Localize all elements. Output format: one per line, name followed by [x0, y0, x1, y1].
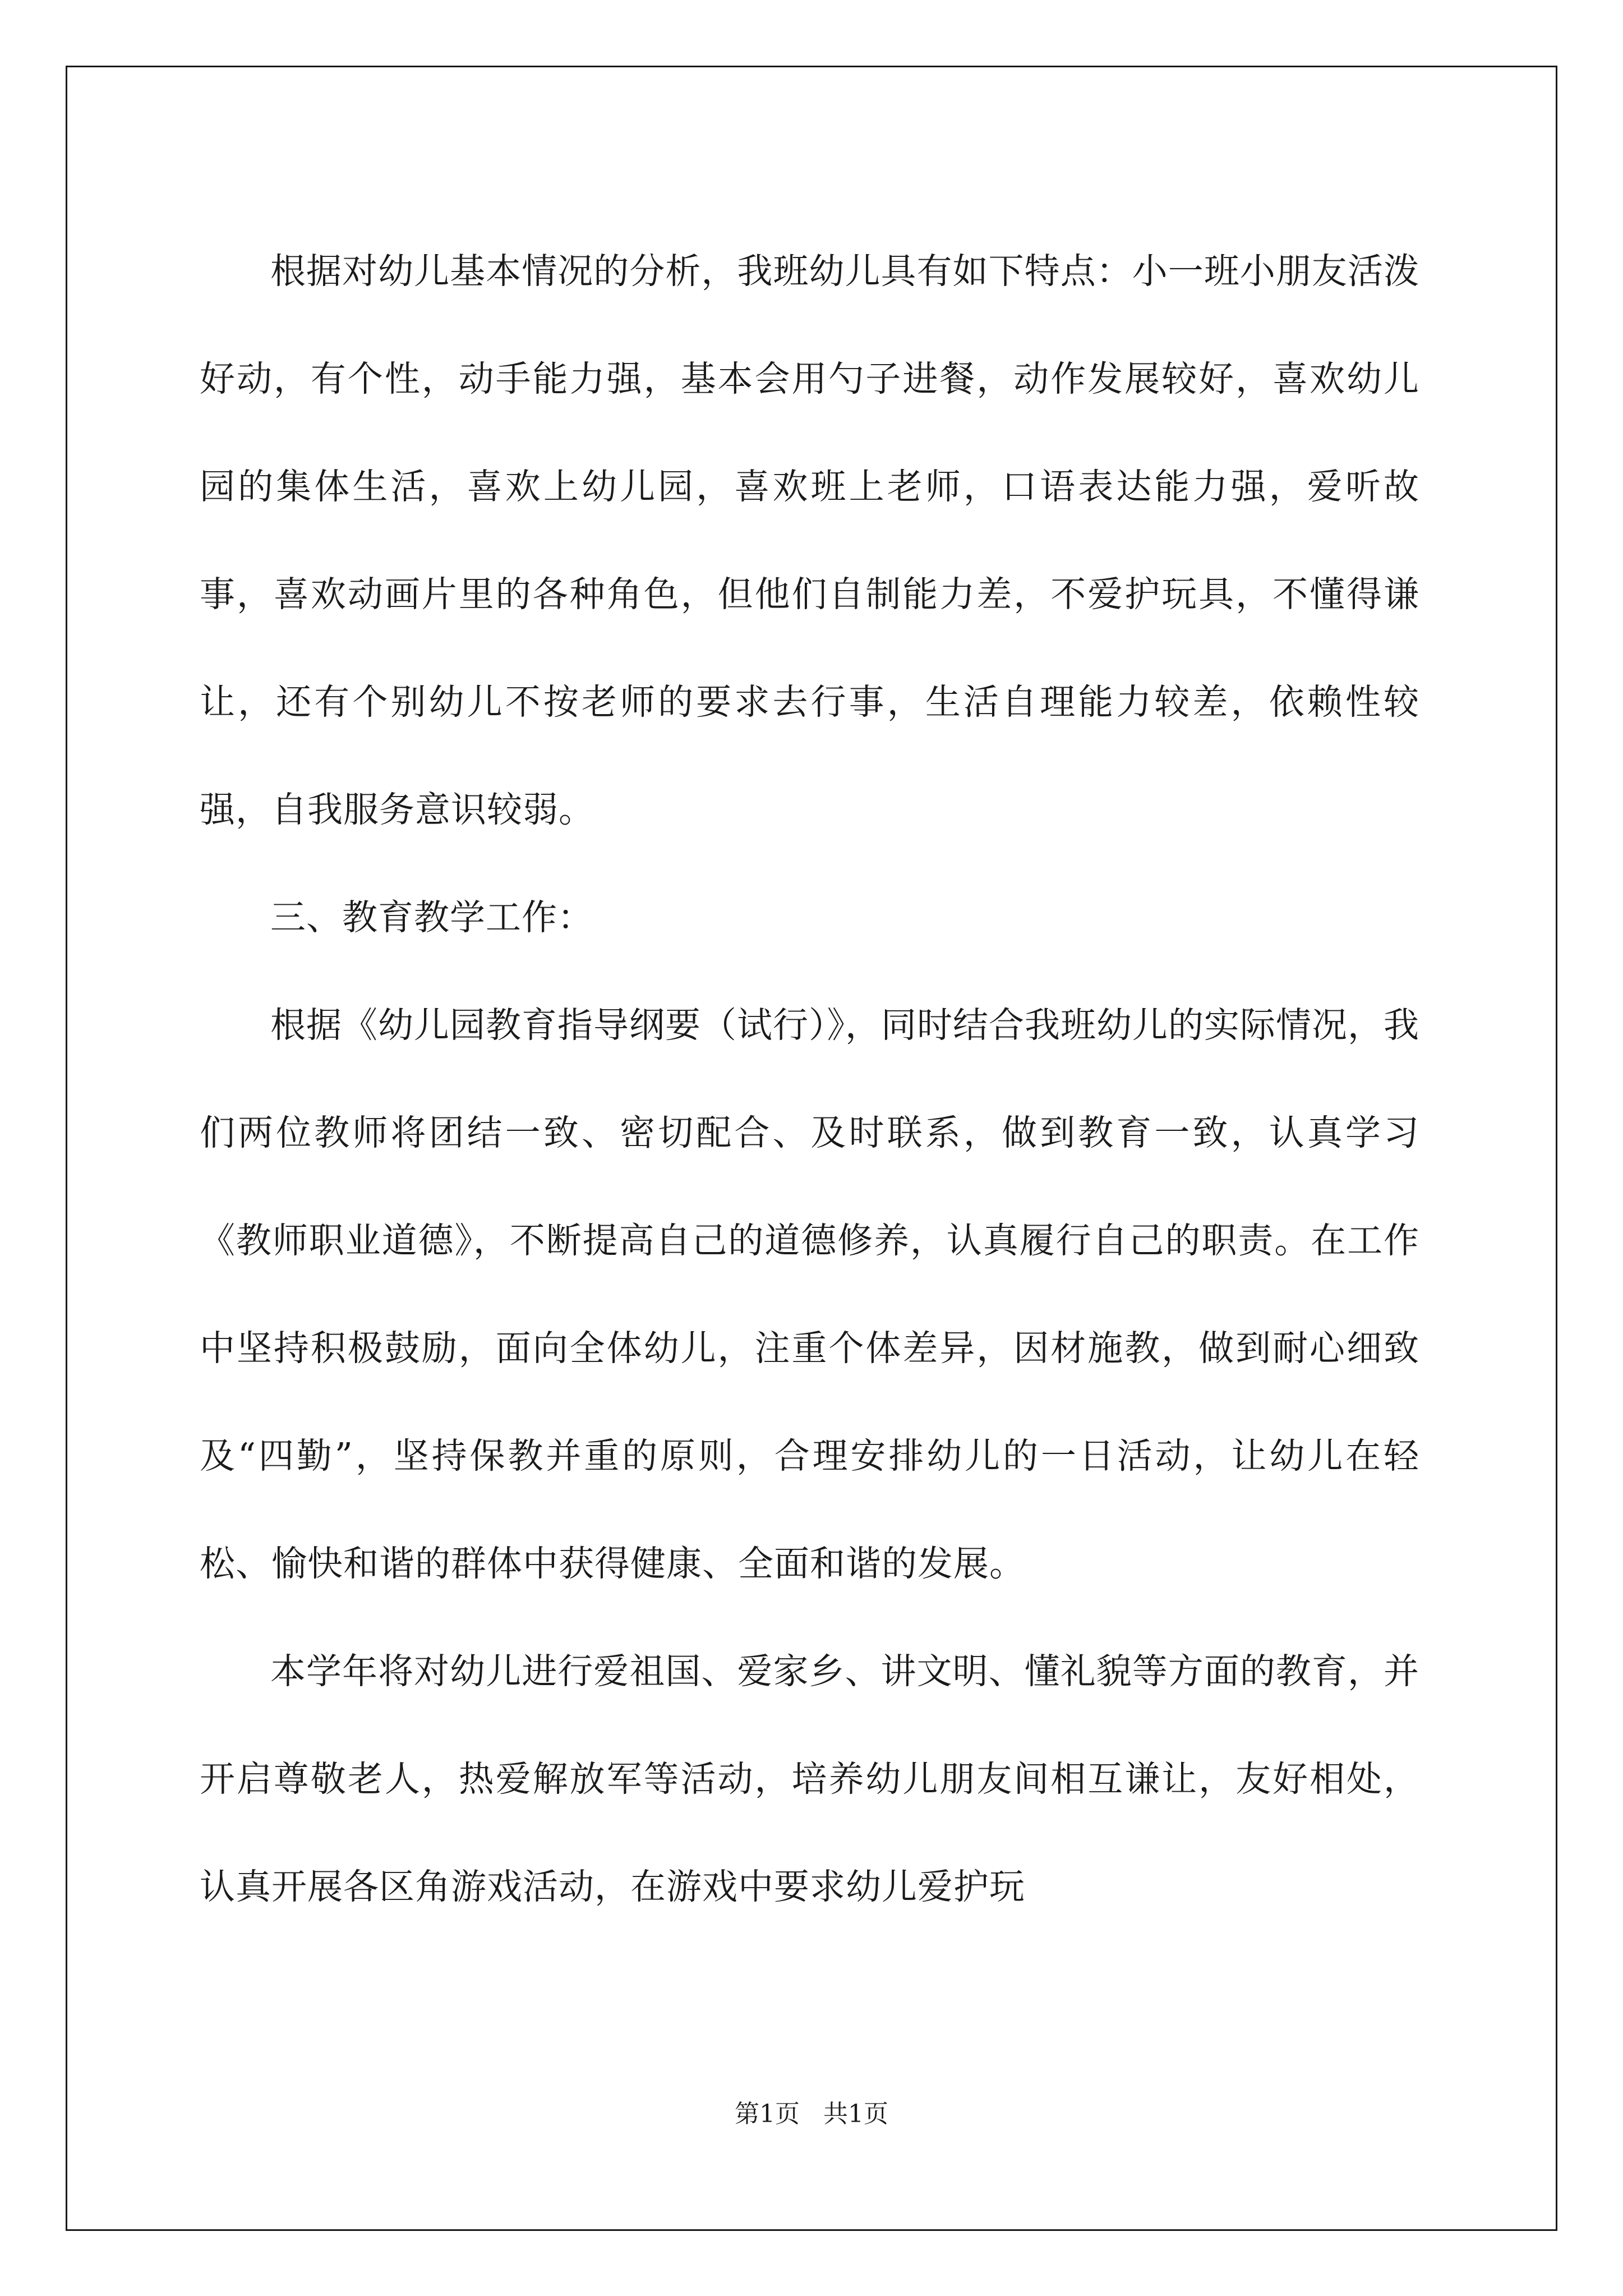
page-number-footer: 第1页 共1页 — [735, 2100, 888, 2128]
document-body — [200, 218, 1419, 1941]
paragraph-teaching-work: 根据《幼儿园教育指导纲要（试行）》，同时结合我班幼儿的实际情况，我们两位教师将团结一致、密切配合、及时联系，做到教育一致，认真学习《教师职业道德》，不断提高自己的道德修养，认真履行自己的职责。在工作中坚持积极鼓励，面向全体幼儿，注重个体差异，因材施教，做到耐心细致及“四勤”，坚持保教并重的原则，合理安排幼儿的一日活动，让幼儿在轻松、愉快和谐的群体中获得健康、全面和谐的发展。 — [200, 1005, 1419, 1584]
section-heading: 三、教育教学工作： — [270, 897, 593, 938]
paragraph-characteristics: 根据对幼儿基本情况的分析，我班幼儿具有如下特点：小一班小朋友活泼好动，有个性，动手能力强，基本会用勺子进餐，动作发展较好，喜欢幼儿园的集体生活，喜欢上幼儿园，喜欢班上老师，口语表达能力强，爱听故事，喜欢动画片里的各种角色，但他们自制能力差，不爱护玩具，不懂得谦让，还有个别幼儿不按老师的要求去行事，生活自理能力较差，依赖性较强，自我服务意识较弱。 — [200, 251, 1419, 830]
paragraph-education-plan: 本学年将对幼儿进行爱祖国、爱家乡、讲文明、懂礼貌等方面的教育，并开启尊敬老人，热爱解放军等活动，培养幼儿朋友间相互谦让，友好相处，认真开展各区角游戏活动，在游戏中要求幼儿爱护玩 — [200, 1651, 1419, 1907]
